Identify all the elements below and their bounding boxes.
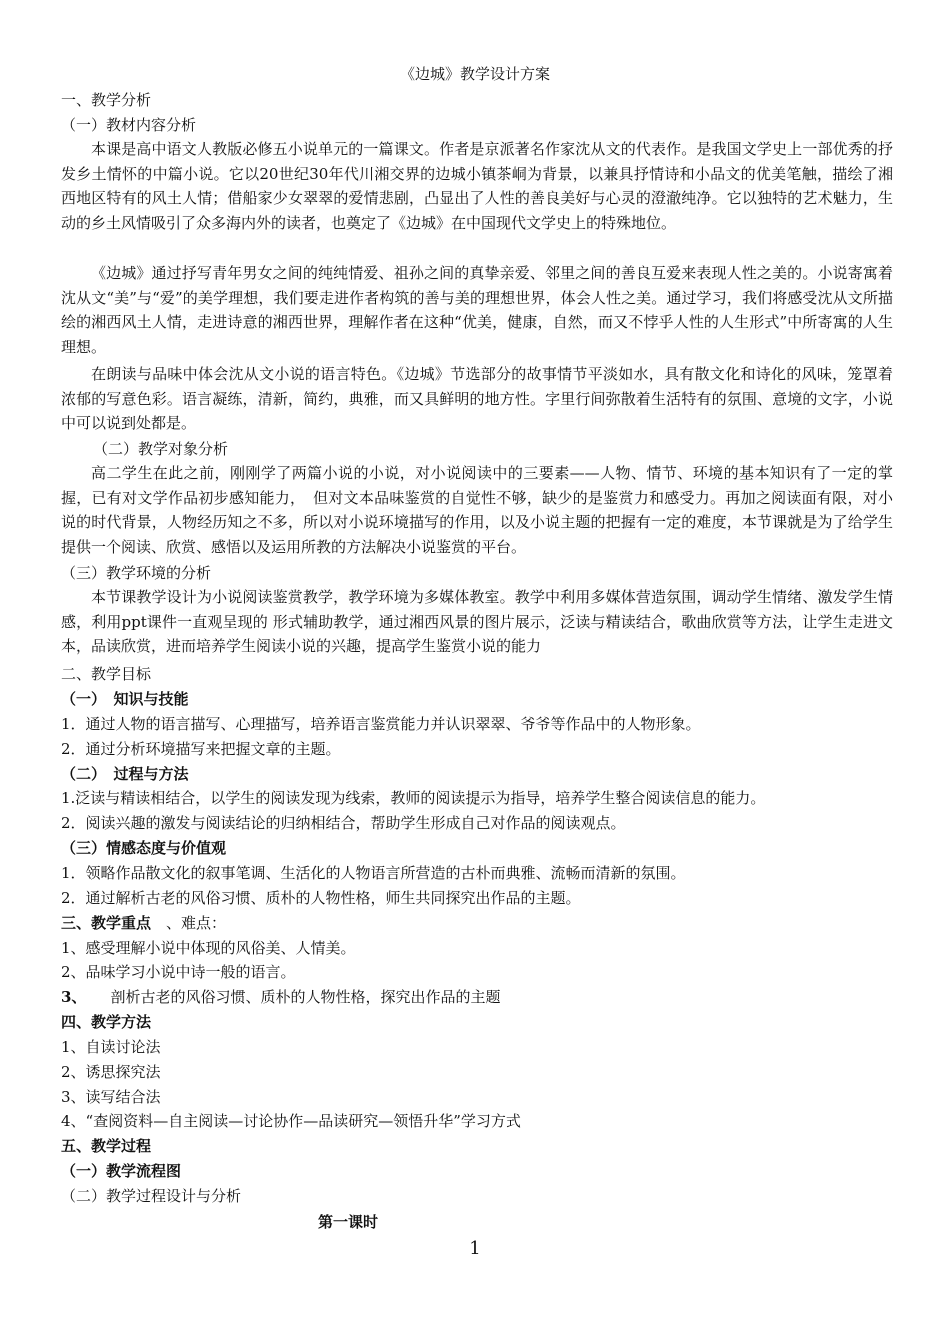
list-item: 1．通过人物的语言描写、心理描写，培养语言鉴赏能力并认识翠翠、爷爷等作品中的人物形象。 <box>61 715 701 733</box>
subsection-5-2-heading: （二）教学过程设计与分析 <box>61 1187 242 1205</box>
subsection-1-1-heading: （一）教材内容分析 <box>61 116 197 134</box>
section-3-heading-suffix: 、难点： <box>151 914 227 932</box>
list-item: 3、读写结合法 <box>61 1088 161 1106</box>
paragraph-2: 《边城》通过抒写青年男女之间的纯纯情爱、祖孙之间的真挚亲爱、邻里之间的善良互爱来表现人性之美的。小说寄寓着沈从文“美”与“爱”的美学理想，我们要走进作者构筑的善与美的理想世界，体会人性之美。通过学习，我们将感受沈从文所描绘的湘西风土人情，走进诗意的湘西世界，理解作者在这种“优美，健康，自然，而又不悖乎人性的人生形式”中所寄寓的人生理想。 <box>61 264 893 356</box>
paragraph-3: 在朗读与品味中体会沈从文小说的语言特色。《边城》节选部分的故事情节平淡如水，具有散文化和诗化的风味，笼罩着浓郁的写意色彩。语言凝练，清新，简约，典雅，而又具鲜明的地方性。字里行间弥散着生活特有的氛围、意境的文字，小说中可以说到处都是。 <box>61 365 893 433</box>
list-item: 2．通过分析环境描写来把握文章的主题。 <box>61 740 341 758</box>
subsection-5-1-heading: （一）教学流程图 <box>61 1162 182 1180</box>
paragraph-4: 高二学生在此之前，刚刚学了两篇小说的小说，对小说阅读中的三要素——人物、情节、环境的基本知识有了一定的掌握，已有对文学作品初步感知能力， 但对文本品味鉴赏的自觉性不够，缺少的是鉴赏力和感受力。再加之阅读面有限，对小说的时代背景，人物经历知之不多，所以对小说环境描写的作用，以及小说主题的把握有一定的难度，本节课就是为了给学生提供一个阅读、欣赏、感悟以及运用所教的方法解决小说鉴赏的平台。 <box>61 464 893 556</box>
list-item: 1、感受理解小说中体现的风俗美、人情美。 <box>61 939 356 957</box>
paragraph-1: 本课是高中语文人教版必修五小说单元的一篇课文。作者是京派著名作家沈从文的代表作。是我国文学史上一部优秀的抒发乡土情怀的中篇小说。它以20世纪30年代川湘交界的边城小镇茶峒为背景，以兼具抒情诗和小品文的优美笔触，描绘了湘西地区特有的风土人情；借船家少女翠翠的爱情悲剧，凸显出了人性的善良美好与心灵的澄澈纯净。它以独特的艺术魅力，生动的乡土风情吸引了众多海内外的读者，也奠定了《边城》在中国现代文学史上的特殊地位。 <box>61 140 893 232</box>
section-1-heading: 一、教学分析 <box>61 91 152 109</box>
paragraph-5: 本节课教学设计为小说阅读鉴赏教学，教学环境为多媒体教室。教学中利用多媒体营造氛围，调动学生情绪、激发学生情感，利用ppt课件一直观呈现的 形式辅助教学，通过湘西风景的图片展示，泛读与精读结合，歌曲欣赏等方法，让学生走进文本，品读欣赏，进而培养学生阅读小说的兴趣，提高学生鉴赏小说的能力 <box>61 588 893 656</box>
page-number: 1 <box>469 1238 481 1259</box>
section-3-heading <box>61 913 226 933</box>
subsection-2-3-heading: （三）情感态度与价值观 <box>61 839 227 857</box>
list-item: 2．通过解析古老的风俗习惯、质朴的人物性格，师生共同探究出作品的主题。 <box>61 889 581 907</box>
list-item: 4、“查阅资料—自主阅读—讨论协作—品读研究—领悟升华”学习方式 <box>61 1112 521 1130</box>
subsection-2-2-heading: （二） 过程与方法 <box>61 765 189 783</box>
list-item: 2、品味学习小说中诗一般的语言。 <box>61 963 296 981</box>
subsection-1-3-heading: （三）教学环境的分析 <box>61 564 212 582</box>
section-4-heading: 四、教学方法 <box>61 1013 152 1031</box>
subsection-1-2-heading: （二）教学对象分析 <box>93 440 229 458</box>
lesson-heading: 第一课时 <box>318 1213 379 1231</box>
list-item: 2．阅读兴趣的激发与阅读结论的归纳相结合，帮助学生形成自己对作品的阅读观点。 <box>61 814 626 832</box>
list-item-number: 3、 <box>61 988 87 1006</box>
list-item-text: 剖析古老的风俗习惯、质朴的人物性格，探究出作品的主题 <box>110 988 501 1006</box>
document-title: 《边城》教学设计方案 <box>399 65 550 83</box>
list-item: 1.泛读与精读相结合，以学生的阅读发现为线索，教师的阅读提示为指导，培养学生整合阅读信息的能力。 <box>61 789 766 807</box>
list-item: 2、诱思探究法 <box>61 1063 161 1081</box>
list-item: 1．领略作品散文化的叙事笔调、生活化的人物语言所营造的古朴而典雅、流畅而清新的氛围。 <box>61 864 686 882</box>
list-item <box>61 987 500 1007</box>
section-5-heading: 五、教学过程 <box>61 1137 152 1155</box>
list-item: 1、自读讨论法 <box>61 1038 161 1056</box>
section-3-heading-main: 三、教学重点 <box>61 914 152 932</box>
subsection-2-1-heading: （一） 知识与技能 <box>61 690 189 708</box>
section-2-heading: 二、教学目标 <box>61 665 152 683</box>
